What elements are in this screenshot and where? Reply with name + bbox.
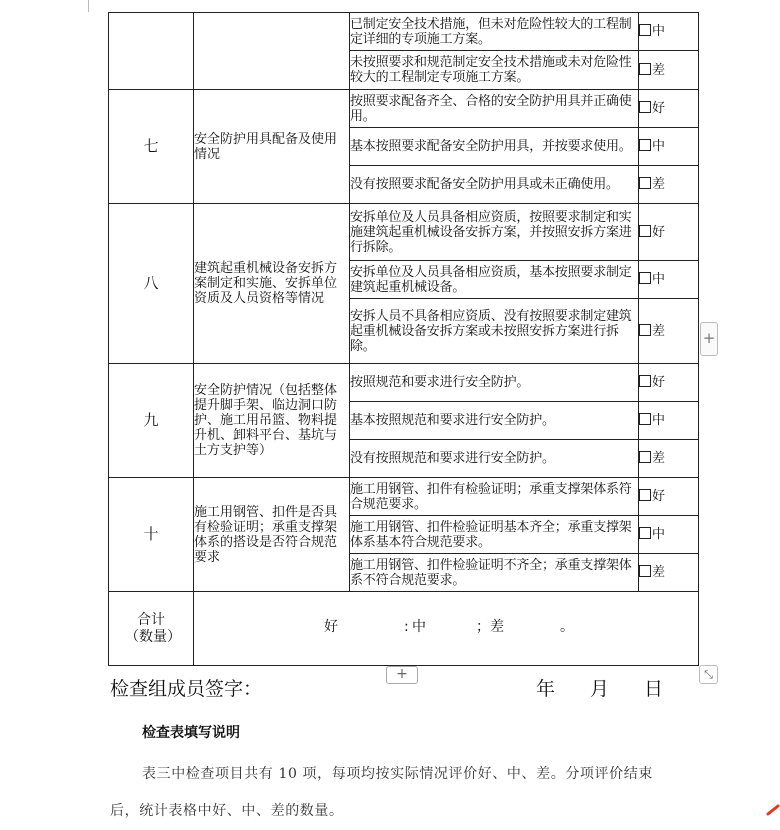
item-number: 八 xyxy=(109,204,194,364)
criterion-cell: 没有按照规范和要求进行安全防护。 xyxy=(350,440,639,478)
checkbox[interactable] xyxy=(639,565,651,577)
checkbox[interactable] xyxy=(639,101,651,113)
inspection-table xyxy=(108,12,699,666)
cursor-mark-icon xyxy=(766,802,780,816)
add-row-button[interactable]: + xyxy=(386,666,418,684)
checkbox[interactable] xyxy=(639,272,651,284)
table-row xyxy=(109,478,699,516)
date-day: 日 xyxy=(644,678,664,700)
total-summary[interactable] xyxy=(194,592,699,666)
total-end: 。 xyxy=(560,619,574,635)
add-column-button[interactable]: + xyxy=(700,322,718,356)
item-number: 十 xyxy=(109,478,194,592)
criterion-cell: 按照规范和要求进行安全防护。 xyxy=(350,364,639,402)
total-label-text: 合计（数量） xyxy=(125,611,181,645)
checkbox[interactable] xyxy=(639,177,651,189)
grade-cell[interactable]: 中 xyxy=(639,13,699,51)
instructions-title: 检查表填写说明 xyxy=(142,725,240,741)
criterion-cell: 按照要求配备齐全、合格的安全防护用具并正确使用。 xyxy=(350,90,639,128)
checkbox[interactable] xyxy=(639,225,651,237)
criterion-cell: 施工用钢管、扣件检验证明不齐全；承重支撑架体系不符合规范要求。 xyxy=(350,554,639,592)
date-year: 年 xyxy=(536,678,556,700)
checkbox[interactable] xyxy=(639,451,651,463)
table-row xyxy=(109,204,699,261)
item-cell xyxy=(194,13,350,90)
criterion-cell: 安拆人员不具备相应资质、没有按照要求制定建筑起重机械设备安拆方案或未按照安拆方案进行拆除。 xyxy=(350,299,639,364)
resize-table-icon[interactable]: ⤡ xyxy=(699,665,718,684)
signature-label: 检查组成员签字： xyxy=(110,678,263,700)
checkbox[interactable] xyxy=(639,413,651,425)
table-row xyxy=(109,90,699,128)
total-bad-label: 差 xyxy=(490,619,504,635)
grade-cell[interactable]: 差 xyxy=(639,51,699,90)
total-label xyxy=(109,592,194,666)
item-description: 建筑起重机械设备安拆方案制定和实施、安拆单位资质及人员资格等情况 xyxy=(194,204,350,364)
item-number: 七 xyxy=(109,90,194,204)
grade-cell[interactable]: 差 xyxy=(639,440,699,478)
table-row xyxy=(109,364,699,402)
criterion-cell: 施工用钢管、扣件有检验证明；承重支撑架体系符合规范要求。 xyxy=(350,478,639,516)
instructions-text: 表三中检查项目共有 10 项，每项均按实际情况评价好、中、差。分项评价结束后，统计表格中好、中、差的数量。 xyxy=(110,766,653,819)
checkbox[interactable] xyxy=(639,63,651,75)
grade-cell[interactable]: 差 xyxy=(639,166,699,204)
criterion-cell: 基本按照规范和要求进行安全防护。 xyxy=(350,402,639,440)
item-description: 安全防护情况（包括整体提升脚手架、临边洞口防护、施工用吊篮、物料提升机、卸料平台、基坑与土方支护等） xyxy=(194,364,350,478)
grade-cell[interactable]: 差 xyxy=(639,299,699,364)
grade-cell[interactable]: 差 xyxy=(639,554,699,592)
item-description: 安全防护用具配备及使用情况 xyxy=(194,90,350,204)
number-cell xyxy=(109,13,194,90)
item-number: 九 xyxy=(109,364,194,478)
grade-cell[interactable]: 中 xyxy=(639,402,699,440)
criterion-cell: 安拆单位及人员具备相应资质，基本按照要求制定建筑起重机械设备。 xyxy=(350,261,639,299)
grade-cell[interactable]: 好 xyxy=(639,90,699,128)
total-good-label: 好 xyxy=(324,619,338,635)
page-margin-marker xyxy=(88,0,89,12)
criterion-cell: 基本按照要求配备安全防护用具，并按要求使用。 xyxy=(350,128,639,166)
checkbox[interactable] xyxy=(639,24,651,36)
total-sep-2: ； xyxy=(476,619,490,635)
grade-cell[interactable]: 好 xyxy=(639,478,699,516)
grade-cell[interactable]: 中 xyxy=(639,261,699,299)
criterion-cell: 安拆单位及人员具备相应资质，按照要求制定和实施建筑起重机械设备安拆方案，并按照安拆方案进行拆除。 xyxy=(350,204,639,261)
grade-cell[interactable]: 中 xyxy=(639,128,699,166)
grade-cell[interactable]: 好 xyxy=(639,204,699,261)
date-month: 月 xyxy=(590,678,610,700)
criterion-cell: 施工用钢管、扣件检验证明基本齐全；承重支撑架体系基本符合规范要求。 xyxy=(350,516,639,554)
table-row xyxy=(109,13,699,51)
checkbox[interactable] xyxy=(639,324,651,336)
grade-cell[interactable]: 好 xyxy=(639,364,699,402)
criterion-cell: 没有按照要求配备安全防护用具或未正确使用。 xyxy=(350,166,639,204)
checkbox[interactable] xyxy=(639,527,651,539)
total-sep-1: : xyxy=(404,619,409,635)
item-description: 施工用钢管、扣件是否具有检验证明；承重支撑架体系的搭设是否符合规范要求 xyxy=(194,478,350,592)
criterion-cell: 未按照要求和规范制定安全技术措施或未对危险性较大的工程制定专项施工方案。 xyxy=(350,51,639,90)
grade-cell[interactable]: 中 xyxy=(639,516,699,554)
criterion-cell: 已制定安全技术措施，但未对危险性较大的工程制定详细的专项施工方案。 xyxy=(350,13,639,51)
checkbox[interactable] xyxy=(639,489,651,501)
checkbox[interactable] xyxy=(639,139,651,151)
checkbox[interactable] xyxy=(639,375,651,387)
total-medium-label: 中 xyxy=(412,619,426,635)
total-row xyxy=(109,592,699,666)
